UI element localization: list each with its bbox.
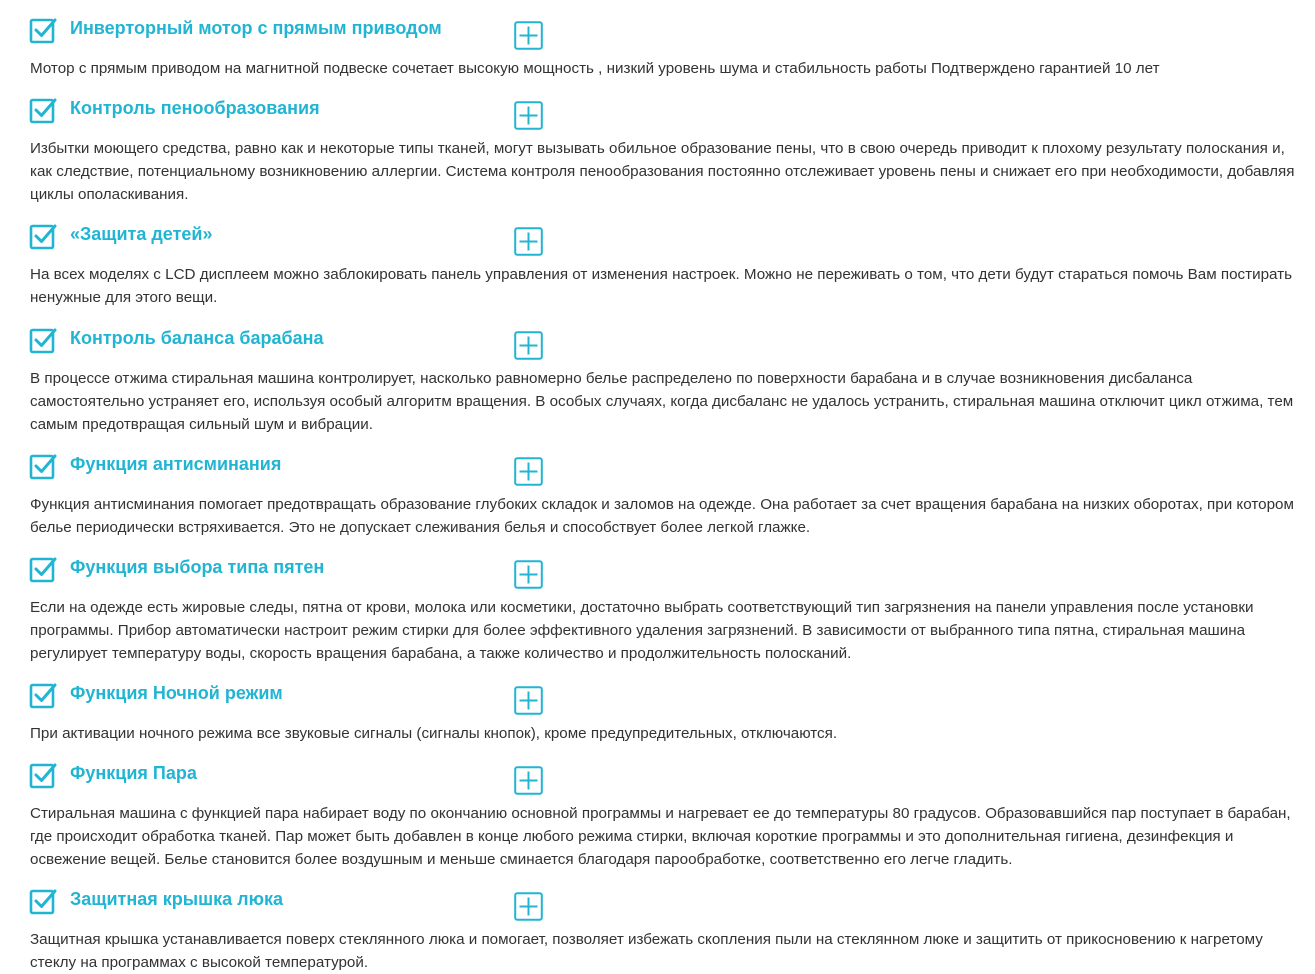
checkbox-checked-icon [29,761,57,789]
feature-header [0,16,1315,56]
feature-item-6 [0,555,1315,662]
feature-title: Функция Ночной режим [70,683,283,703]
expand-toggle-icon[interactable] [514,21,543,50]
feature-header [0,887,1315,927]
feature-description: Стиральная машина с функцией пара набирает воду по окончанию основной программы и нагревает ее до температуры 80 градусов. Образовавшийся пар поступает в барабан, где происходит обработка тканей. Пар может быть добавлен в конце любого режима стирки, включая короткие программы и это дополнительная гигиена, дезинфекция и освежение вещей. Белье становится более воздушным и меньше сминается благодаря парообработке, соответственно его легче гладить. [30,805,1291,868]
feature-header [0,452,1315,492]
feature-header [0,681,1315,721]
expand-toggle-icon[interactable] [514,457,543,486]
checkbox-checked-icon [29,887,57,915]
feature-title: Функция антисминания [70,454,282,474]
checkbox-checked-icon [29,326,57,354]
feature-description: При активации ночного режима все звуковые сигналы (сигналы кнопок), кроме предупредительных, отключаются. [30,725,838,742]
feature-item-2 [0,96,1315,203]
checkbox-checked-icon [29,16,57,44]
feature-description: Защитная крышка устанавливается поверх стеклянного люка и помогает, позволяет избежать скопления пыли на стеклянном люке и защитить от прикосновению к нагретому стеклу на программах с высокой температурой. [30,931,1263,971]
feature-description: На всех моделях с LCD дисплеем можно заблокировать панель управления от изменения настроек. Можно не переживать о том, что дети будут стараться помочь Вам постирать ненужные для этого вещи. [30,266,1293,306]
checkbox-checked-icon [29,681,57,709]
checkbox-checked-icon [29,222,57,250]
feature-item-1 [0,16,1315,77]
feature-item-8 [0,761,1315,868]
expand-toggle-icon[interactable] [514,331,543,360]
feature-header [0,555,1315,595]
feature-header [0,222,1315,262]
expand-toggle-icon[interactable] [514,227,543,256]
feature-header [0,761,1315,801]
feature-description: Если на одежде есть жировые следы, пятна от крови, молока или косметики, достаточно выбрать соответствующий тип загрязнения на панели управления после установки программы. Прибор автоматически настроит режим стирки для более эффективного удаления загрязнений. В зависимости от выбранного типа пятна, стиральная машина регулирует температуру воды, скорость вращения барабана, а также количество и продолжительность полосканий. [30,599,1254,662]
feature-title: Контроль пенообразования [70,98,320,118]
expand-toggle-icon[interactable] [514,686,543,715]
feature-header [0,96,1315,136]
feature-title: «Защита детей» [70,224,213,244]
checkbox-checked-icon [29,555,57,583]
feature-title: Защитная крышка люка [70,889,283,909]
expand-toggle-icon[interactable] [514,766,543,795]
expand-toggle-icon[interactable] [514,101,543,130]
feature-item-7 [0,681,1315,742]
feature-item-9 [0,887,1315,971]
feature-title: Функция Пара [70,763,197,783]
feature-item-3 [0,222,1315,306]
checkbox-checked-icon [29,452,57,480]
feature-header [0,326,1315,366]
feature-description: Избытки моющего средства, равно как и некоторые типы тканей, могут вызывать обильное образование пены, что в свою очередь приводит к плохому результату полоскания и, как следствие, потенциальному возникновению аллергии. Система контроля пенообразования постоянно отслеживает уровень пены и снижает его при необходимости, добавляя циклы ополаскивания. [30,140,1295,203]
feature-description: Функция антисминания помогает предотвращать образование глубоких складок и заломов на одежде. Она работает за счет вращения барабана на низких оборотах, при котором белье периодически встряхивается. Это не допускает слеживания белья и способствует более легкой глажке. [30,496,1294,536]
feature-item-5 [0,452,1315,536]
feature-description: В процессе отжима стиральная машина контролирует, насколько равномерно белье распределено по поверхности барабана и в случае возникновения дисбаланса самостоятельно устраняет его, используя особый алгоритм вращения. В особых случаях, когда дисбаланс не удалось устранить, стиральная машина отключит цикл отжима, тем самым предотвращая сильный шум и вибрации. [30,370,1294,433]
checkbox-checked-icon [29,96,57,124]
feature-title: Инверторный мотор с прямым приводом [70,18,442,38]
feature-title: Контроль баланса барабана [70,328,324,348]
expand-toggle-icon[interactable] [514,892,543,921]
feature-item-4 [0,326,1315,433]
expand-toggle-icon[interactable] [514,560,543,589]
feature-title: Функция выбора типа пятен [70,557,325,577]
feature-description: Мотор с прямым приводом на магнитной подвеске сочетает высокую мощность , низкий уровень шума и стабильность работы Подтверждено гарантией 10 лет [30,60,1160,77]
